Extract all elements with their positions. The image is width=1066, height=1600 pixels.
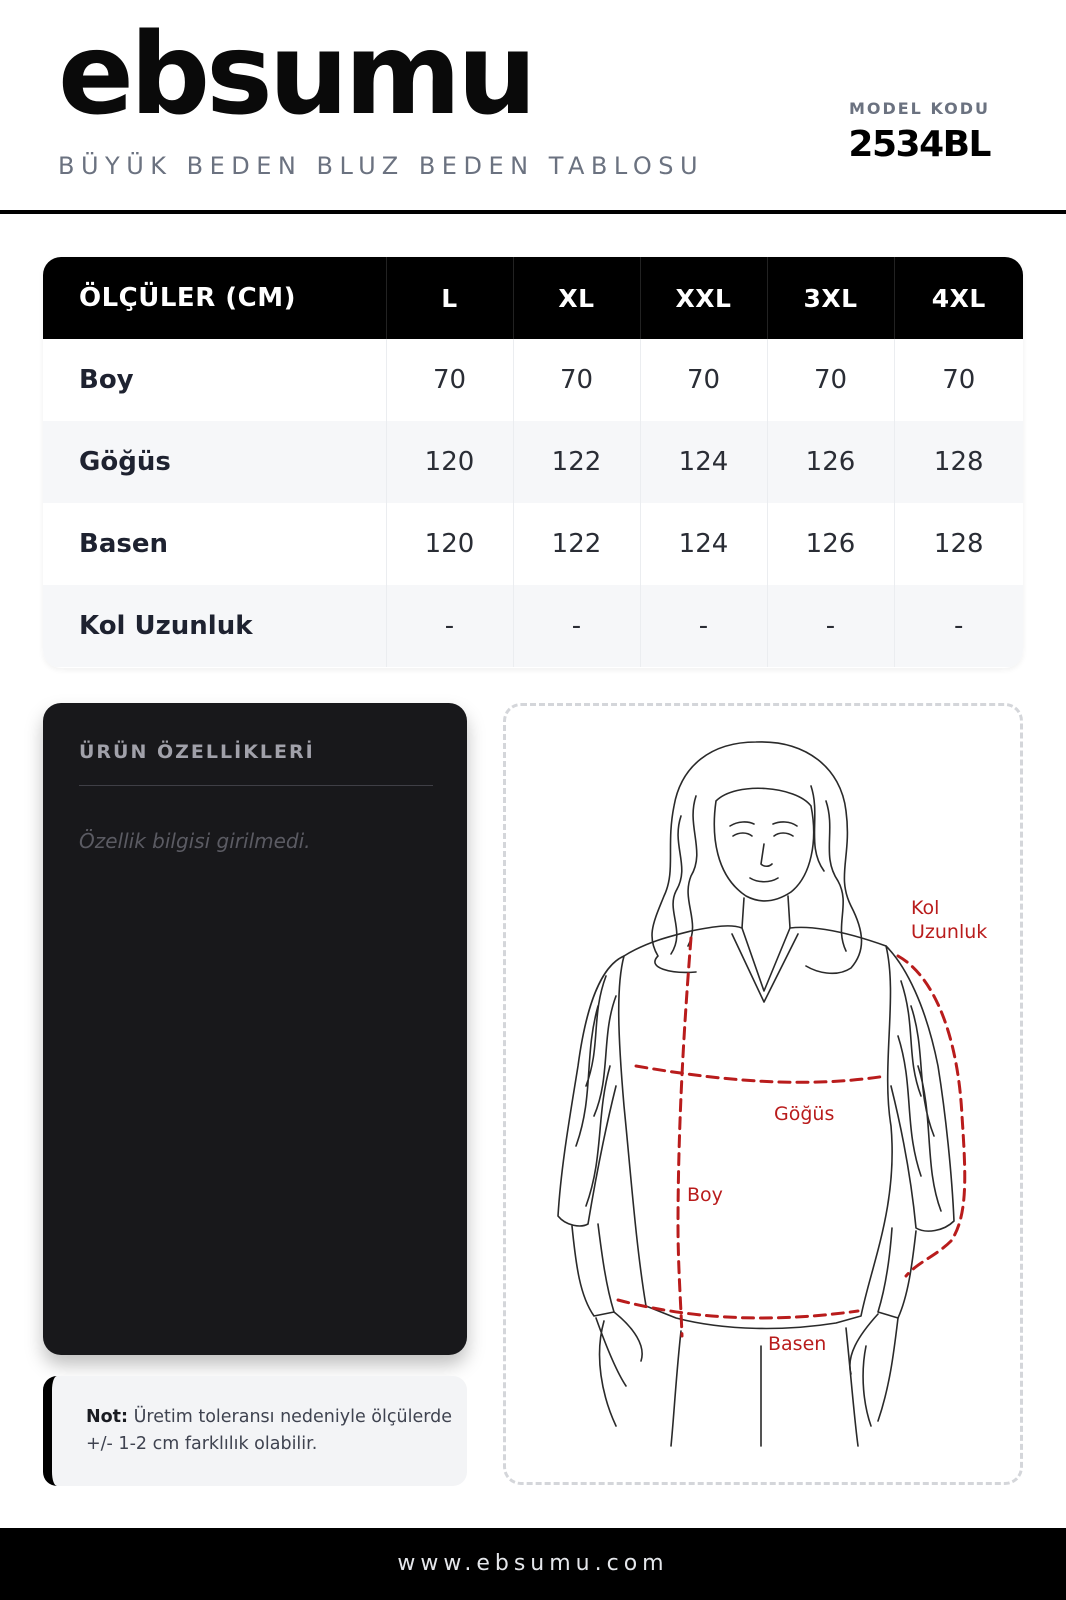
table-cell: 70 (386, 339, 513, 421)
eye-right (774, 833, 793, 836)
website-url[interactable]: www.ebsumu.com (397, 1551, 669, 1576)
brand-logo: ebsumu (58, 10, 533, 140)
note-body: Üretim toleransı nedeniyle ölçülerde +/- 1-2 cm farklılık olabilir. (86, 1407, 452, 1454)
table-cell: - (513, 585, 640, 667)
table-header-size: 3XL (767, 257, 894, 339)
left-sleeve-texture (576, 976, 616, 1206)
eye-left (733, 833, 752, 836)
header (0, 0, 1066, 214)
brow-right (773, 822, 797, 826)
table-cell: 126 (767, 503, 894, 585)
label-kol-line2: Uzunluk (911, 921, 988, 943)
brow-left (730, 822, 754, 826)
hip-measure-line (618, 1300, 858, 1318)
table-cell: 120 (386, 503, 513, 585)
table-row (43, 421, 1023, 503)
right-hand (850, 1314, 898, 1426)
table-cell: 122 (513, 503, 640, 585)
nose (761, 844, 772, 866)
table-header-size: XL (513, 257, 640, 339)
footer (0, 1528, 1066, 1600)
table-row (43, 503, 1023, 585)
table-header-measurements: ÖLÇÜLER (CM) (43, 257, 386, 339)
size-table-header-row (43, 257, 1023, 339)
note-text (86, 1404, 456, 1458)
table-cell: 70 (767, 339, 894, 421)
right-cuff (878, 1228, 916, 1318)
table-header-size: XXL (640, 257, 767, 339)
label-boy: Boy (687, 1184, 723, 1206)
table-cell: 120 (386, 421, 513, 503)
table-cell: 124 (640, 421, 767, 503)
features-title: ÜRÜN ÖZELLİKLERİ (79, 741, 315, 763)
blouse-body (619, 926, 892, 1329)
row-label: Boy (43, 339, 386, 421)
features-empty-text: Özellik bilgisi girilmedi. (79, 829, 311, 853)
note-bold-label: Not: (86, 1407, 129, 1427)
table-header-size: L (386, 257, 513, 339)
table-cell: - (640, 585, 767, 667)
left-sleeve (558, 956, 624, 1226)
table-row (43, 585, 1023, 667)
left-cuff (572, 1224, 614, 1316)
label-kol-line1: Kol (911, 897, 940, 919)
table-cell: 126 (767, 421, 894, 503)
size-table (43, 257, 1023, 668)
table-cell: - (386, 585, 513, 667)
right-sleeve-texture (898, 981, 941, 1211)
mouth (750, 878, 778, 882)
table-cell: 70 (942, 365, 976, 395)
features-divider (79, 785, 433, 786)
chest-measure-line (636, 1066, 886, 1082)
neckline (732, 934, 798, 1002)
table-cell: 128 (933, 529, 984, 559)
trousers (671, 1328, 858, 1446)
tolerance-note (43, 1376, 467, 1486)
table-cell: 124 (640, 503, 767, 585)
table-row (43, 339, 1023, 421)
table-cell: - (894, 585, 1023, 667)
label-gogus: Göğüs (774, 1103, 835, 1125)
product-features-panel (43, 703, 467, 1355)
model-code-value: 2534BL (848, 124, 990, 165)
length-measure-line (678, 938, 691, 1336)
table-cell: - (767, 585, 894, 667)
sleeve-measure-line (898, 956, 965, 1276)
table-cell: 128 (894, 421, 1023, 503)
hair-waves-right (811, 786, 846, 951)
table-cell: 70 (640, 339, 767, 421)
row-label: Basen (43, 503, 386, 585)
woman-blouse-drawing (506, 706, 1020, 1482)
measurement-illustration (503, 703, 1023, 1485)
model-code-label: MODEL KODU (848, 99, 990, 118)
table-cell: 122 (513, 421, 640, 503)
left-hand (596, 1312, 642, 1426)
table-header-size: 4XL (894, 257, 1023, 339)
row-label: Göğüs (43, 421, 386, 503)
row-label: Kol Uzunluk (43, 585, 386, 667)
page-subtitle: BÜYÜK BEDEN BLUZ BEDEN TABLOSU (58, 152, 705, 180)
right-sleeve (886, 946, 954, 1231)
table-cell: 70 (513, 339, 640, 421)
label-basen: Basen (768, 1333, 827, 1355)
